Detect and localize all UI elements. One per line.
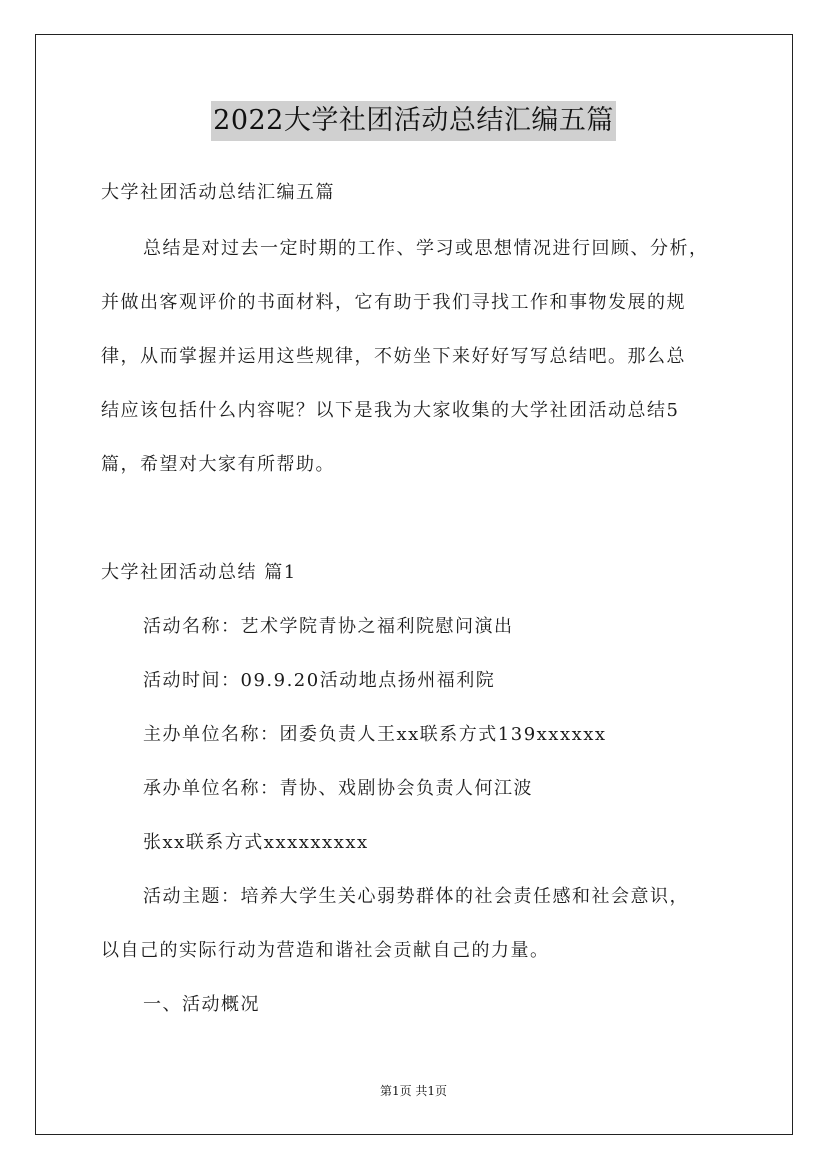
intro-line: 结应该包括什么内容呢？以下是我为大家收集的大学社团活动总结5	[101, 400, 680, 421]
title-container	[0, 101, 827, 141]
section-line: 活动名称：艺术学院青协之福利院慰问演出	[143, 616, 514, 637]
section-line: 活动主题：培养大学生关心弱势群体的社会责任感和社会意识，	[143, 886, 689, 907]
intro-line: 篇，希望对大家有所帮助。	[101, 454, 335, 475]
intro-line: 并做出客观评价的书面材料，它有助于我们寻找工作和事物发展的规	[101, 292, 686, 313]
section-subheading: 一、活动概况	[143, 994, 260, 1015]
section-heading: 大学社团活动总结 篇1	[101, 562, 297, 583]
section-line: 张xx联系方式xxxxxxxxx	[143, 832, 369, 853]
section-line: 承办单位名称：青协、戏剧协会负责人何江波	[143, 778, 533, 799]
section-line: 主办单位名称：团委负责人王xx联系方式139xxxxxx	[143, 724, 607, 745]
document-title: 2022大学社团活动总结汇编五篇	[211, 101, 616, 141]
document-subtitle: 大学社团活动总结汇编五篇	[101, 182, 335, 203]
intro-line: 总结是对过去一定时期的工作、学习或思想情况进行回顾、分析，	[143, 238, 709, 259]
page-footer: 第1页 共1页	[379, 1084, 448, 1098]
section-line: 以自己的实际行动为营造和谐社会贡献自己的力量。	[101, 940, 550, 961]
intro-line: 律，从而掌握并运用这些规律，不妨坐下来好好写写总结吧。那么总	[101, 346, 686, 367]
section-line: 活动时间：09.9.20活动地点扬州福利院	[143, 670, 496, 691]
